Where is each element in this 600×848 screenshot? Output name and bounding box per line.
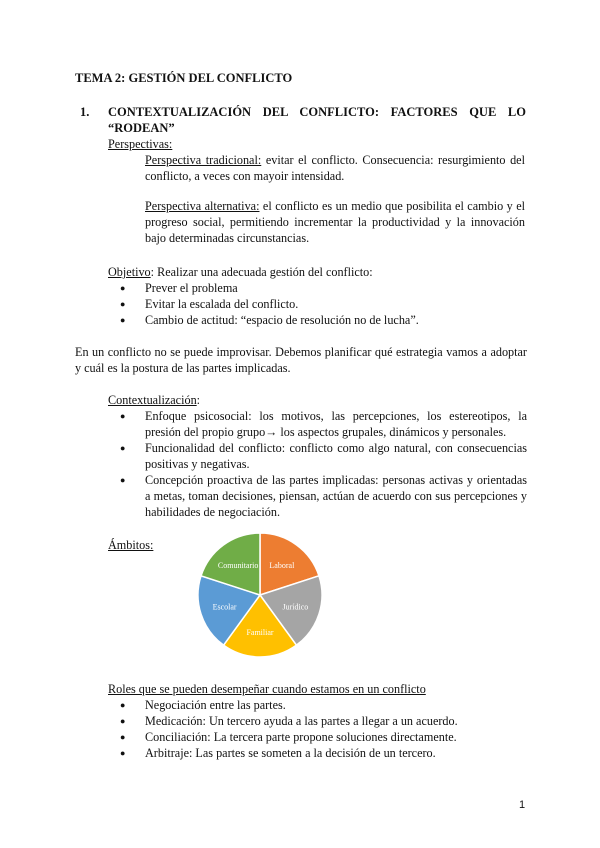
objetivo-list bbox=[120, 280, 525, 328]
alternativa-label: Perspectiva alternativa: bbox=[145, 199, 260, 213]
pie-label-familiar: Familiar bbox=[246, 628, 274, 638]
contextualizacion-list bbox=[120, 408, 527, 520]
alternativa-text: el conflicto es un medio que posibilita el cambio y el progreso social, permitiendo incrementar la productividad y la innovación bajo determinadas circunstancias. bbox=[145, 199, 526, 245]
list-item: ● Medicación: Un tercero ayuda a las partes a llegar a un acuerdo. bbox=[120, 713, 527, 729]
objetivo-text: : Realizar una adecuada gestión del conflicto: bbox=[150, 265, 373, 279]
pie-label-laboral: Laboral bbox=[269, 560, 295, 570]
list-item: ● Enfoque psicosocial: los motivos, las percepciones, los estereotipos, la presión del propio grupo→ los aspectos grupales, dinámicos y personales. bbox=[120, 408, 527, 440]
colon: : bbox=[196, 393, 201, 407]
roles-heading bbox=[108, 681, 426, 697]
intro-paragraph: En un conflicto no se puede improvisar. Debemos planificar qué estrategia vamos a adoptar y cuál es la postura de las partes implicadas. bbox=[75, 345, 527, 375]
tradicional-label: Perspectiva tradicional: bbox=[145, 153, 262, 167]
contextualizacion-heading bbox=[108, 392, 200, 408]
roles-list bbox=[120, 697, 527, 761]
list-item: ● Prever el problema bbox=[120, 280, 525, 296]
list-item: ● Negociación entre las partes. bbox=[120, 697, 527, 713]
perspectiva-tradicional bbox=[145, 152, 525, 184]
objetivo-heading bbox=[108, 264, 373, 280]
ambitos-label: Ámbitos: bbox=[108, 538, 154, 552]
pie-label-comunitario: Comunitario bbox=[217, 560, 259, 570]
document-title: TEMA 2: GESTIÓN DEL CONFLICTO bbox=[75, 71, 293, 85]
pie-label-jurídico: Jurídico bbox=[282, 602, 309, 612]
perspectivas-heading bbox=[108, 136, 172, 152]
list-item: ● Conciliación: La tercera parte propone soluciones directamente. bbox=[120, 729, 527, 745]
objetivo-label: Objetivo bbox=[108, 265, 151, 279]
ambitos-pie-chart bbox=[190, 527, 330, 667]
ambitos-heading bbox=[108, 537, 153, 553]
section-title-line1: CONTEXTUALIZACIÓN DEL CONFLICTO: FACTORES QUE LO bbox=[108, 105, 526, 119]
list-item: ● Arbitraje: Las partes se someten a la decisión de un tercero. bbox=[120, 745, 527, 761]
roles-label: Roles que se pueden desempeñar cuando estamos en un conflicto bbox=[108, 682, 426, 696]
section-number: 1. bbox=[80, 105, 90, 119]
section-title-line2: “RODEAN” bbox=[108, 121, 175, 135]
tradicional-text: evitar el conflicto. Consecuencia: resurgimiento del conflicto, a veces con mayoir intensidad. bbox=[145, 153, 525, 183]
list-item: ● Funcionalidad del conflicto: conflicto como algo natural, con consecuencias positivas y negativas. bbox=[120, 440, 527, 472]
perspectivas-label: Perspectivas: bbox=[108, 137, 173, 151]
page-number: 1 bbox=[519, 799, 526, 811]
list-item: ● Cambio de actitud: “espacio de resolución no de lucha”. bbox=[120, 312, 525, 328]
perspectiva-alternativa bbox=[145, 198, 525, 246]
list-item: ● Concepción proactiva de las partes implicadas: personas activas y orientadas a metas, toman decisiones, piensan, actúan de acuerdo con sus percepciones y habilidades de negociación. bbox=[120, 472, 527, 520]
contextualizacion-label: Contextualización bbox=[108, 393, 197, 407]
pie-label-escolar: Escolar bbox=[212, 602, 237, 612]
list-item: ● Evitar la escalada del conflicto. bbox=[120, 296, 525, 312]
